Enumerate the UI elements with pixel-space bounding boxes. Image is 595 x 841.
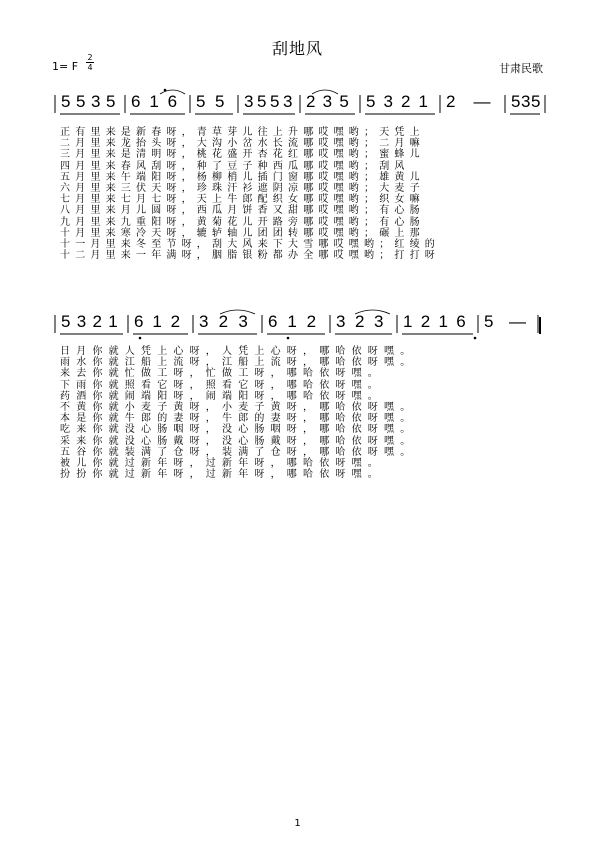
lyric-text: 雨水你就江船上流呀，江船上流呀，哪哈依呀嘿。 (60, 357, 417, 369)
note: — (473, 92, 491, 111)
note: 2 (420, 312, 431, 331)
note: 3 (322, 92, 333, 111)
note: — (509, 312, 526, 331)
note: 2 (218, 312, 229, 331)
note: 6 (131, 92, 141, 111)
note: 2 (355, 312, 365, 331)
note: 5 (257, 92, 267, 111)
lyric-text: 十一月里来冬至节呀，刮大风来下大雪哪哎嘿哟；红绫的 (60, 239, 440, 250)
note: 3 (521, 92, 531, 111)
note: 3 (91, 92, 101, 111)
note: 1 (418, 92, 428, 111)
lyric-text: 吃来你就没心肠咽呀，没心肠咽呀，哪哈依呀嘿。 (60, 424, 417, 436)
note: 1 (152, 312, 162, 331)
time-numerator: 2 (87, 53, 93, 62)
note: 5 (366, 92, 376, 111)
note: 1 (287, 312, 297, 331)
lyric-text: 四月里来春风刮呀，种了豆子种西瓜哪哎嘿哟；刮风 (60, 160, 410, 172)
note: 2 (401, 92, 411, 111)
note: 1 (108, 312, 118, 331)
lyric-text: 六月里来三伏天呀，珍珠汗衫遮阴凉哪哎嘿哟；大麦子 (60, 183, 425, 194)
lyric-text: 下雨你就照看它呀，照看它呀，哪哈依呀嘿。 (60, 379, 384, 391)
octave-dot (139, 337, 142, 340)
note: 5 (484, 312, 494, 331)
note: 3 (336, 312, 346, 331)
note: 3 (244, 92, 254, 111)
note: 5 (215, 92, 225, 111)
slur (220, 310, 255, 314)
note: 5 (76, 92, 86, 111)
note: 1 (149, 92, 159, 111)
lyric-text: 不黄你就小麦子黄呀，小麦子黄呀，哪哈依呀嘿。 (60, 402, 417, 413)
note: 3 (199, 312, 209, 331)
note: 5 (270, 92, 280, 111)
lyric-text: 药酒你就闹端阳呀，闹端阳呀，哪哈依呀嘿。 (60, 390, 384, 402)
note: 5 (531, 92, 541, 111)
note: 6 (456, 312, 466, 331)
note: 3 (383, 92, 393, 111)
octave-dot (164, 89, 167, 92)
octave-dot (287, 337, 290, 340)
note: 2 (306, 312, 317, 331)
note: 2 (170, 312, 181, 331)
lyric-text: 五谷你就装满了仓呀，装满了仓呀，哪哈依呀嘿。 (60, 446, 417, 458)
note: 5 (61, 92, 71, 111)
lyric-text: 五月里来午端阳呀，杨柳梢儿插门窗哪哎嘿哟；雄黄儿 (60, 171, 425, 183)
lyric-text: 八月里来月儿圆呀，西瓜月饼香又甜哪哎嘿哟；有心肠 (60, 205, 425, 217)
slur (312, 90, 338, 94)
lyric-text: 二月里来龙抬头呀，大沟小岔水长流哪哎嘿哟；二月嘛 (60, 138, 425, 150)
lyric-text: 本是你就牛郎的妻呀，牛郎的妻呀，哪哈依呀嘿。 (60, 413, 417, 425)
lyric-text: 九月里来九重阳呀，黄菊花儿开路旁哪哎嘿哟；有心肠 (60, 216, 425, 228)
note: 1 (403, 312, 413, 331)
lyric-text: 日月你就人凭上心呀，人凭上心呀，哪哈依呀嘿。 (60, 346, 417, 357)
time-denominator: 4 (87, 63, 93, 72)
key-signature: 1= F (52, 60, 79, 73)
composer-credit: 甘肃民歌 (499, 62, 543, 75)
lyric-text: 七月里来七月七呀，天上牛郎配织女哪哎嘿哟；织女嘛 (60, 194, 425, 206)
note: 5 (511, 92, 521, 111)
note: 5 (339, 92, 349, 111)
page-number: 1 (294, 818, 301, 829)
note: 5 (106, 92, 116, 111)
note: 2 (92, 312, 102, 331)
lyric-text: 扮扮你就过新年呀，过新年呀，哪哈依呀嘿。 (60, 469, 384, 481)
lyric-text: 十月里来寒冷天呀，辘轳轴儿团团转哪哎嘿哟；碾上那 (60, 227, 425, 239)
note: 3 (374, 312, 384, 331)
song-title: 刮地风 (271, 39, 323, 58)
note: 5 (196, 92, 206, 111)
note: 6 (268, 312, 278, 331)
lyric-text: 正有里来是新春呀，青草芽儿往上升哪哎嘿哟；天凭上 (60, 127, 425, 138)
note: 2 (446, 92, 456, 111)
note: 2 (306, 92, 316, 111)
lyric-text: 被儿你就过新年呀，过新年呀，哪哈依呀嘿。 (60, 458, 384, 469)
note: 6 (134, 312, 144, 331)
lyric-text: 来去你就忙做工呀，忙做工呀，哪哈依呀嘿。 (60, 368, 384, 380)
note: 3 (283, 92, 293, 111)
note: 3 (76, 312, 87, 331)
octave-dot (474, 337, 477, 340)
lyric-text: 三月里来是清明呀，桃花盛开杏花红哪哎嘿哟；蜜蜂儿 (60, 149, 425, 161)
note: 6 (167, 92, 178, 111)
note: 1 (438, 312, 448, 331)
slur (355, 310, 390, 314)
note: 5 (61, 312, 71, 331)
note: 3 (238, 312, 248, 331)
slur (160, 90, 185, 94)
lyric-text: 采来你就没心肠戴呀，没心肠戴呀，哪哈依呀嘿。 (60, 435, 417, 447)
lyric-text: 十二月里来一年满呀，胭脂银粉都办全哪哎嘿哟；打打呀 (60, 250, 440, 262)
